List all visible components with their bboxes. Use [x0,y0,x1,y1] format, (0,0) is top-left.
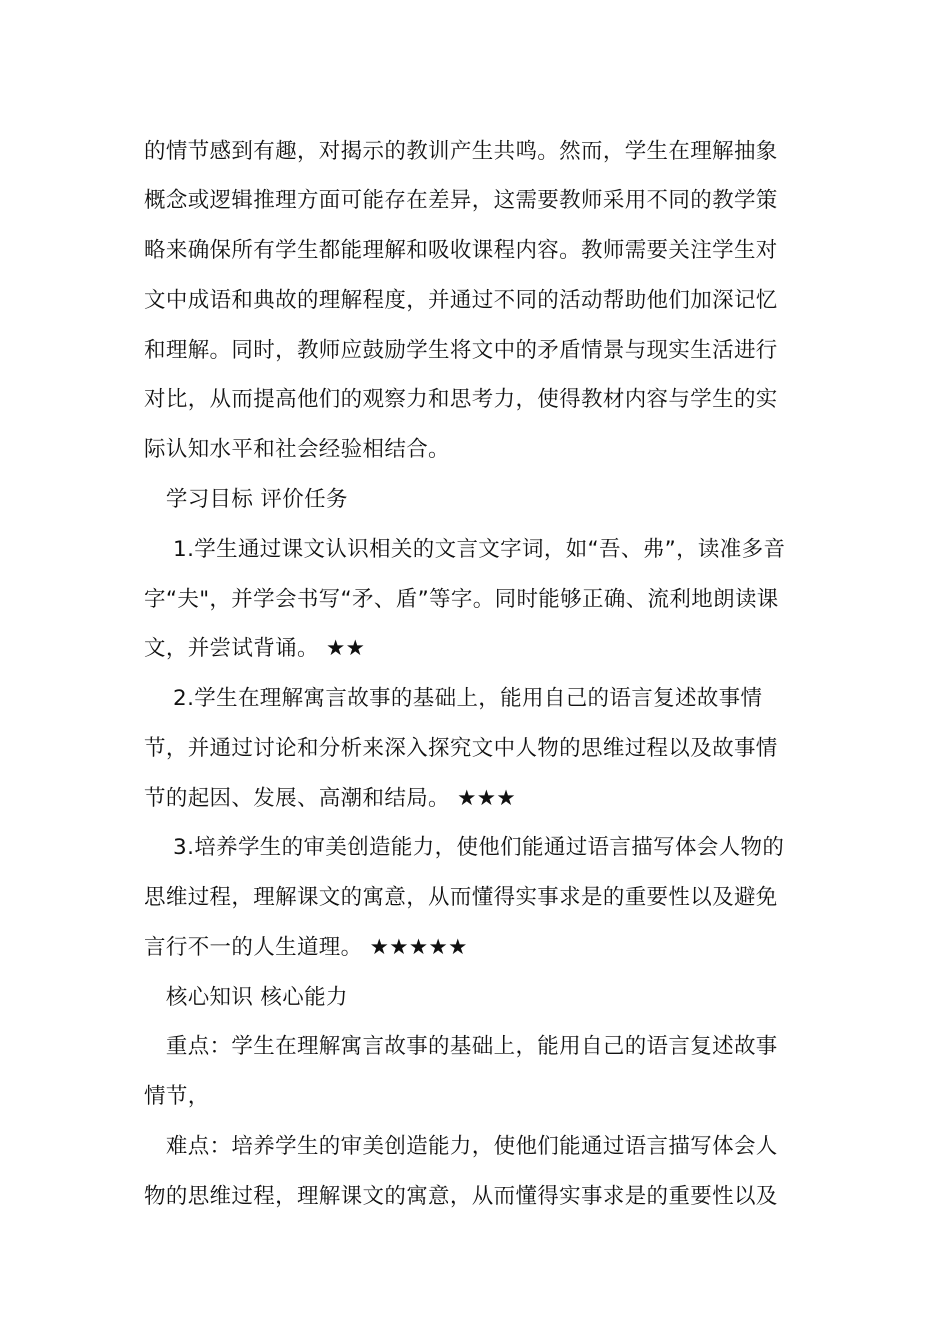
text-line: 字“夫"，并学会书写“矛、盾”等字。同时能够正确、流利地朗读课 [144,587,779,612]
text-line: 节，并通过讨论和分析来深入探究文中人物的思维过程以及故事情 [144,736,778,761]
text-line: 物的思维过程，理解课文的寓意，从而懂得实事求是的重要性以及 [144,1184,778,1209]
text-line: 3.培养学生的审美创造能力，使他们能通过语言描写体会人物的 [144,835,785,860]
text-line: 难点：培养学生的审美创造能力，使他们能通过语言描写体会人 [144,1134,778,1159]
text-line: 言行不一的人生道理。 ★★★★★ [144,935,468,960]
text-line: 的情节感到有趣，对揭示的教训产生共鸣。然而，学生在理解抽象 [144,139,778,164]
text-line: 1.学生通过课文认识相关的文言文字词，如“吾、弗”，读准多音 [144,537,786,562]
text-line: 概念或逻辑推理方面可能存在差异，这需要教师采用不同的教学策 [144,188,778,213]
section-heading: 学习目标 评价任务 [144,487,348,512]
text-line: 2.学生在理解寓言故事的基础上，能用自己的语言复述故事情 [144,686,763,711]
text-line: 文中成语和典故的理解程度，并通过不同的活动帮助他们加深记忆 [144,288,778,313]
text-line: 节的起因、发展、高潮和结局。 ★★★ [144,786,516,811]
section-heading: 核心知识 核心能力 [144,985,348,1010]
text-line: 重点：学生在理解寓言故事的基础上，能用自己的语言复述故事 [144,1034,778,1059]
text-line: 情节， [144,1084,210,1109]
text-line: 和理解。同时，教师应鼓励学生将文中的矛盾情景与现实生活进行 [144,338,778,363]
text-line: 对比，从而提高他们的观察力和思考力，使得教材内容与学生的实 [144,387,778,412]
text-line: 思维过程，理解课文的寓意，从而懂得实事求是的重要性以及避免 [144,885,778,910]
text-line: 际认知水平和社会经验相结合。 [144,437,450,462]
text-line: 文，并尝试背诵。 ★★ [144,636,366,661]
text-line: 略来确保所有学生都能理解和吸收课程内容。教师需要关注学生对 [144,238,778,263]
